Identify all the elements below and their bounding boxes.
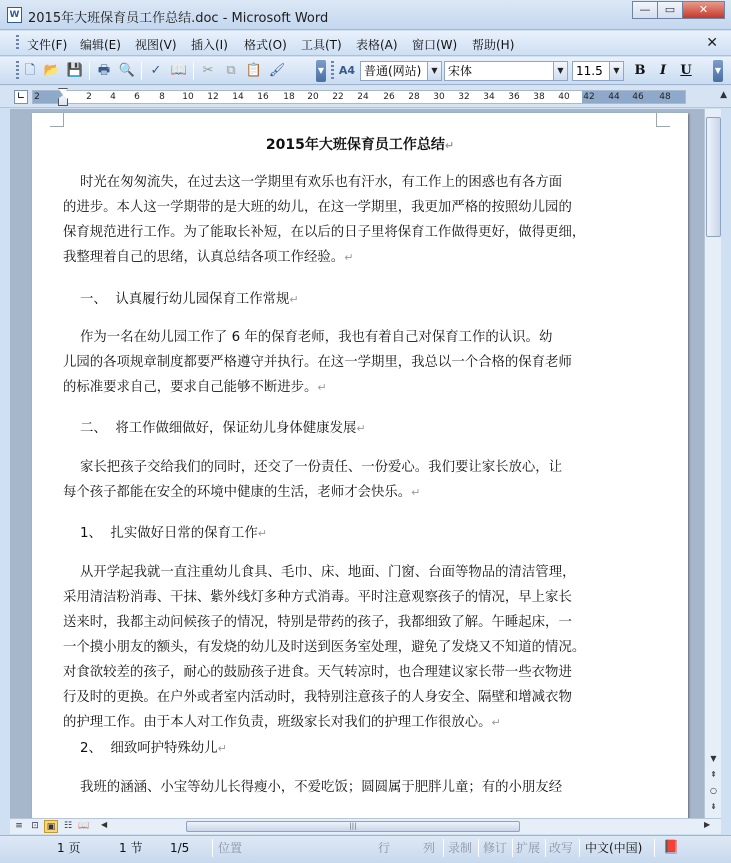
ruler-tick-label: 46 (632, 92, 644, 102)
ruler-tick-label: 14 (232, 92, 244, 102)
paragraph-line (63, 350, 579, 375)
status-page-of: 1/5 (170, 841, 190, 855)
paragraph-mark: ↵ (344, 251, 354, 264)
paragraph[interactable] (63, 736, 579, 761)
line-text: 行及时的更换。在户外或者室内活动时，我特别注意孩子的人身安全、隔壁和增减衣物 (63, 690, 572, 705)
document-page[interactable] (32, 113, 688, 818)
maximize-button[interactable]: ▭ (657, 1, 683, 19)
status-language[interactable]: 中文(中国) (585, 841, 643, 855)
menu-grip[interactable] (16, 35, 19, 51)
ruler-tick-label: 10 (182, 92, 194, 102)
paragraph-line (63, 610, 579, 635)
paragraph-line (63, 455, 579, 480)
close-document-icon[interactable]: ✕ (706, 35, 718, 51)
line-text: 送来时，我都主动问候孩子的情况，特别是带药的孩子，我都细致了解。午睡起床，一 (63, 615, 572, 630)
font-size-value: 11.5 (576, 64, 603, 78)
line-text: 从开学起我就一直注重幼儿食具、毛巾、床、地面、门窗、台面等物品的清洁管理， (63, 565, 576, 580)
web-view-icon[interactable]: ⊡ (31, 821, 39, 831)
close-window-button[interactable]: ✕ (682, 1, 725, 19)
status-overtype[interactable]: 改写 (549, 841, 574, 855)
ruler-scroll-icon[interactable]: ▲ (720, 90, 727, 100)
paragraph-line (63, 736, 579, 761)
ruler-tick-label: 2 (86, 92, 92, 102)
paragraph[interactable] (63, 560, 586, 735)
next-page-icon[interactable]: ⇟ (710, 802, 717, 811)
line-text: 对食欲较差的孩子，耐心的鼓励孩子进食。天气转凉时，也合理建议家长带一些衣物进 (63, 665, 572, 680)
ruler-tick-label: 2 (34, 92, 40, 102)
paragraph-line (63, 660, 579, 685)
ruler-tick-label: 20 (307, 92, 319, 102)
status-page: 1 页 (57, 841, 81, 855)
line-text: 二、 将工作做细做好，保证幼儿身体健康发展 (63, 421, 357, 436)
scroll-left-icon[interactable]: ◀ (101, 820, 108, 829)
line-text: 一、 认真履行幼儿园保育工作常规 (63, 292, 290, 307)
paragraph-line (63, 521, 579, 546)
spelling-icon[interactable]: ✓ (150, 63, 162, 78)
toolbar (0, 57, 731, 85)
ruler-tick-label: 34 (483, 92, 495, 102)
ruler-tick-label: 4 (110, 92, 116, 102)
ruler-tick-label: 6 (134, 92, 140, 102)
line-text: 每个孩子都能在安全的环境中健康的生活，老师才会快乐。 (63, 485, 412, 500)
menu-bar (0, 31, 731, 56)
paragraph[interactable] (63, 455, 579, 505)
line-text: 作为一名在幼儿园工作了 6 年的保育老师，我也有着自己对保育工作的认识。幼 (63, 330, 553, 345)
line-text: 的进步。本人这一学期带的是大班的幼儿，在这一学期里，我更加严格的按照幼儿园的 (63, 200, 572, 215)
minimize-button[interactable]: — (632, 1, 658, 19)
ruler-tick-label: 36 (508, 92, 520, 102)
line-text: 我整理着自己的思绪，认真总结各项工作经验。 (63, 250, 345, 265)
toolbar-options-chevron-icon[interactable]: ▼ (316, 60, 326, 82)
copy-icon[interactable]: ⧉ (226, 63, 236, 78)
research-icon[interactable]: 📖 (170, 63, 188, 78)
paragraph-line (63, 585, 579, 610)
ruler-tick-label: 16 (257, 92, 269, 102)
line-text: 儿园的各项规章制度都要严格遵守并执行。在这一学期里，我总以一个合格的保育老师 (63, 355, 572, 370)
format-painter-icon[interactable]: 🖌 (268, 63, 286, 78)
print-icon[interactable]: 🖶 (97, 63, 111, 78)
paragraph-line (63, 325, 579, 350)
window-title: 2015年大班保育员工作总结.doc - Microsoft Word (28, 11, 329, 26)
ruler-tick-label: 28 (408, 92, 420, 102)
paragraph[interactable] (63, 775, 579, 800)
line-text: 保育规范进行工作。为了能取长补短，在以后的日子里将保育工作做得更好，做得更细， (63, 225, 586, 240)
standard-toolbar-grip[interactable] (16, 61, 19, 80)
paragraph-line (63, 195, 579, 220)
ruler-tick-label: 32 (458, 92, 470, 102)
print-layout-view-icon[interactable]: ▣ (44, 820, 58, 833)
title-bar (0, 0, 731, 30)
paragraph-mark: ↵ (217, 742, 227, 755)
line-text: 的护理工作。由于本人对工作负责，班级家长对我们的护理工作很放心。 (63, 715, 492, 730)
ruler-tick-label: 48 (659, 92, 671, 102)
menu-format[interactable]: 格式(O) (244, 38, 287, 52)
line-text: 我班的涵涵、小宝等幼儿长得瘦小，不爱吃饭；圆圆属于肥胖儿童；有的小朋友经 (63, 780, 563, 795)
ruler-tick-label: 40 (558, 92, 570, 102)
styles-formatting-icon[interactable]: A4 (338, 64, 356, 77)
horizontal-scroll-row (10, 818, 721, 834)
word-app-icon[interactable]: W (7, 7, 22, 23)
ruler-tick-label: 30 (433, 92, 445, 102)
line-text: 时光在匆匆流失，在过去这一学期里有欢乐也有汗水，有工作上的困惑也有各方面 (63, 175, 563, 190)
chevron-down-icon[interactable]: ▼ (553, 62, 567, 80)
outline-view-icon[interactable]: ☷ (63, 821, 73, 831)
document-area[interactable] (10, 109, 704, 818)
status-section: 1 节 (119, 841, 143, 855)
style-combo[interactable] (360, 61, 442, 81)
paragraph-line (63, 220, 586, 245)
font-combo-value: 宋体 (448, 64, 473, 78)
paragraph-line (63, 170, 579, 195)
document-title: 2015年大班保育员工作总结↵ (265, 137, 455, 153)
window-controls (632, 1, 725, 19)
menu-tools[interactable]: 工具(T) (301, 38, 342, 52)
status-line: 行 (378, 841, 391, 855)
horizontal-scroll-thumb[interactable]: ||| (186, 821, 520, 832)
paragraph-mark: ↵ (491, 716, 501, 729)
ruler-tick-label: 38 (533, 92, 545, 102)
paragraph-line (63, 775, 579, 800)
ruler-tick-label: 12 (207, 92, 219, 102)
menu-file[interactable]: 文件(F) (27, 38, 68, 52)
status-position: 位置 (218, 841, 243, 855)
line-text: 2、 细致呵护特殊幼儿 (63, 741, 218, 756)
paragraph-line (63, 710, 579, 735)
vertical-scrollbar[interactable] (704, 109, 721, 818)
ruler-area (0, 86, 731, 108)
menu-view[interactable]: 视图(V) (135, 38, 177, 52)
save-icon[interactable]: 💾 (66, 63, 84, 78)
ruler-tick-label: 18 (283, 92, 295, 102)
print-preview-icon[interactable]: 🔍 (118, 63, 136, 78)
chevron-down-icon[interactable]: ▼ (609, 62, 623, 80)
paragraph[interactable] (63, 521, 579, 546)
paragraph-line (63, 635, 586, 660)
line-text: 采用清洁粉消毒、干抹、紫外线灯多种方式消毒。平时注意观察孩子的情况，早上家长 (63, 590, 572, 605)
menu-help[interactable]: 帮助(H) (472, 38, 515, 52)
select-browse-object-icon[interactable]: ○ (710, 786, 717, 795)
spelling-status-icon[interactable]: 📕 (663, 840, 680, 855)
paragraph[interactable] (63, 287, 579, 312)
ruler-tick-label: 44 (608, 92, 620, 102)
status-extend[interactable]: 扩展 (516, 841, 541, 855)
bold-button[interactable]: B (634, 63, 646, 78)
menu-insert[interactable]: 插入(I) (191, 38, 228, 52)
open-folder-icon[interactable]: 📂 (43, 63, 61, 78)
paragraph-mark: ↵ (317, 381, 327, 394)
line-text: 1、 扎实做好日常的保育工作 (63, 526, 258, 541)
status-revisions[interactable]: 修订 (483, 841, 508, 855)
menu-table[interactable]: 表格(A) (356, 38, 398, 52)
previous-page-icon[interactable]: ⇞ (710, 770, 717, 779)
menu-window[interactable]: 窗口(W) (412, 38, 458, 52)
paragraph-mark: ↵ (289, 293, 299, 306)
ruler-tick-label: 42 (583, 92, 595, 102)
paragraph-line (63, 245, 579, 270)
paragraph-mark: ↵ (411, 486, 421, 499)
scroll-right-icon[interactable]: ▶ (704, 820, 711, 829)
cut-icon[interactable]: ✂ (202, 63, 214, 78)
paragraph-line (63, 560, 579, 585)
new-document-icon[interactable]: 🗋 (24, 63, 36, 78)
font-size-combo[interactable] (572, 61, 624, 81)
line-text: 家长把孩子交给我们的同时，还交了一份责任、一份爱心。我们要让家长放心，让 (63, 460, 563, 475)
ruler-tick-label: 8 (159, 92, 165, 102)
chevron-down-icon[interactable]: ▼ (427, 62, 441, 80)
vertical-scroll-thumb[interactable] (706, 117, 721, 237)
font-combo[interactable] (444, 61, 568, 81)
ruler-tick-label: 26 (383, 92, 395, 102)
tab-selector-icon[interactable]: ∟ (14, 90, 28, 104)
paragraph-line (63, 287, 579, 312)
status-bar (0, 835, 731, 863)
format-toolbar-chevron-icon[interactable]: ▼ (713, 60, 723, 82)
paragraph-line (63, 685, 579, 710)
line-text: 一个摸小朋友的额头，有发烧的幼儿及时送到医务室处理，避免了发烧又不知道的情况。 (63, 640, 586, 655)
paragraph-mark: ↵ (356, 422, 366, 435)
paragraph-line (63, 480, 579, 505)
horizontal-ruler[interactable] (32, 90, 686, 104)
paragraph[interactable] (63, 170, 586, 270)
scroll-down-icon[interactable]: ▼ (710, 754, 717, 763)
paragraph-mark: ↵ (257, 527, 267, 540)
menu-edit[interactable]: 编辑(E) (80, 38, 121, 52)
style-combo-value: 普通(网站) (364, 64, 422, 78)
paste-icon[interactable]: 📋 (245, 63, 263, 78)
formatting-toolbar-grip[interactable] (331, 61, 334, 80)
ruler-tick-label: 22 (332, 92, 344, 102)
status-record[interactable]: 录制 (448, 841, 473, 855)
paragraph[interactable] (63, 416, 579, 441)
paragraph-line (63, 375, 579, 400)
reading-view-icon[interactable]: 📖 (78, 821, 90, 831)
line-text: 的标准要求自己，要求自己能够不断进步。 (63, 380, 318, 395)
ruler-tick-label: 24 (357, 92, 369, 102)
status-column: 列 (423, 841, 436, 855)
paragraph-line (63, 416, 579, 441)
normal-view-icon[interactable]: ≡ (15, 821, 23, 831)
underline-button[interactable]: U (680, 63, 692, 78)
italic-button[interactable]: I (659, 63, 667, 78)
paragraph[interactable] (63, 325, 579, 400)
